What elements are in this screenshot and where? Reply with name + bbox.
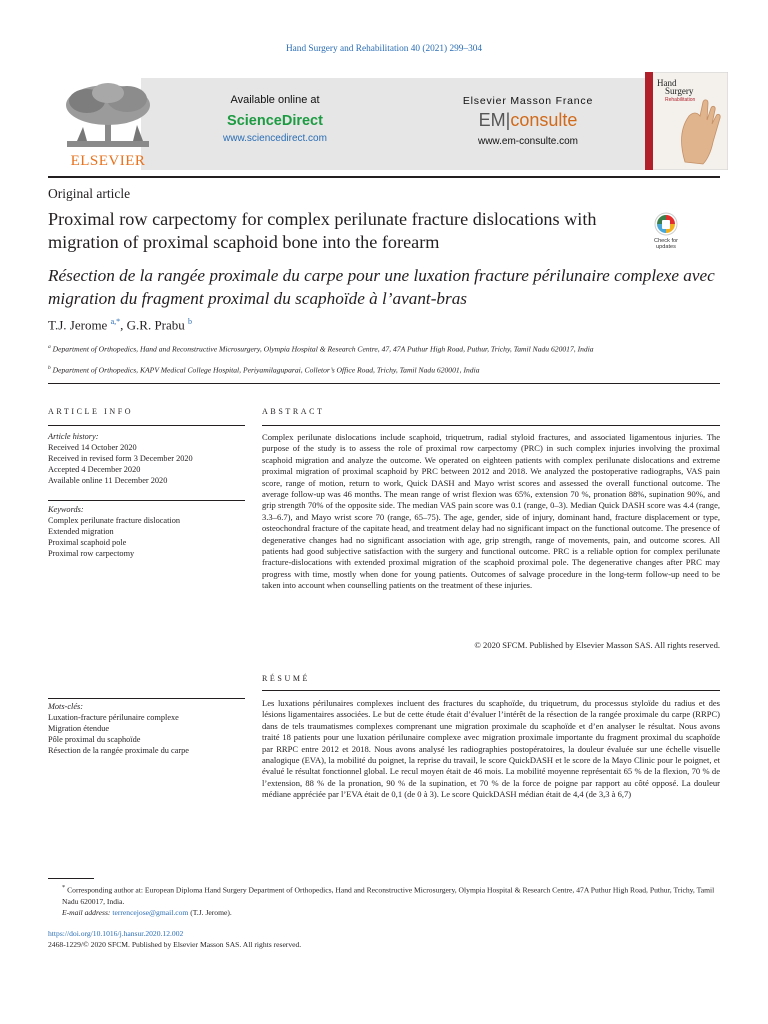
motscles-divider bbox=[48, 698, 245, 699]
sciencedirect-link[interactable]: www.sciencedirect.com bbox=[223, 133, 327, 144]
doi-block bbox=[48, 928, 301, 950]
motscles-label: Mots-clés: bbox=[48, 702, 84, 711]
author-list: T.J. Jerome $^{a,*}$, G.R. Prabu $^b$ bbox=[48, 317, 193, 333]
sciencedirect-block bbox=[170, 72, 380, 164]
affiliation-divider bbox=[48, 383, 720, 384]
author-name[interactable]: G.R. Prabu bbox=[126, 317, 185, 333]
sciencedirect-logo[interactable]: ScienceDirect bbox=[227, 113, 323, 129]
motscle-item: Luxation-fracture périlunaire complexe bbox=[48, 713, 179, 722]
email-link[interactable]: terrencejose@gmail.com bbox=[112, 907, 189, 917]
article-info-heading: ARTICLE INFO bbox=[48, 407, 134, 416]
cover-title-1: Hand bbox=[657, 78, 677, 88]
header-divider bbox=[48, 176, 720, 178]
em-consulte-logo[interactable]: EM|consulte bbox=[478, 110, 578, 130]
em-publisher-label: Elsevier Masson France bbox=[462, 95, 594, 107]
keywords-label: Keywords: bbox=[48, 505, 84, 514]
em-consulte-link[interactable]: www.em-consulte.com bbox=[477, 136, 579, 147]
resume-divider bbox=[262, 690, 720, 691]
abstract-divider bbox=[262, 425, 720, 426]
motscle-item: Pôle proximal du scaphoïde bbox=[48, 735, 141, 744]
keyword-item: Proximal scaphoid pole bbox=[48, 538, 127, 547]
cover-title-2: Surgery bbox=[665, 86, 694, 96]
mots-cles bbox=[48, 701, 248, 756]
abstract-copyright: © 2020 SFCM. Published by Elsevier Masson SAS. All rights reserved. bbox=[474, 640, 720, 650]
em-consulte-block bbox=[423, 72, 633, 164]
abstract-heading: ABSTRACT bbox=[262, 407, 325, 416]
sd-available-label: Available online at bbox=[230, 94, 320, 106]
crossmark-button[interactable] bbox=[646, 212, 686, 256]
history-label: Article history: bbox=[48, 432, 99, 441]
affiliation-item: $^a$ Department of Orthopedics, Hand and Reconstructive Microsurgery, Olympia Hospital & Research Centre, 47, 47A Puthur High Road, Puthur, Trichy, Tamil Nadu 620017, India bbox=[48, 344, 594, 354]
keyword-item: Proximal row carpectomy bbox=[48, 549, 135, 558]
cover-subtitle: Rehabilitation bbox=[665, 97, 696, 103]
abstract-text: Complex perilunate dislocations include scaphoid, triquetrum, radial styloid fractures, and associated ligamentous injuries. The purpose of the study is to assess the role of proximal row carpectomy (PRC) in such complex injuries involving the proximal scaphoid migration and analyze the outcome. We operated on eighteen patients with complex perilunate dislocations and extreme proximal migration of proximal scaphoid by PRC between 2012 and 2018. We analyzed the postoperative radiographs, VAS pain score, range of motion, return to work, Quick DASH and Mayo wrist scores and assessed the overall functional outcome. The average follow-up was 46 months. The mean range of wrist flexion was 65%, extension 70 %, pronation 88%, supination 90%, and grip strength 70% of the opposite side. The median VAS pain score was 0.1 (range, 0–3). Median Quick DASH score was 4.4 (range, 3.3–6.7), and Mayo wrist score 70 (range, 65–75). The age, gender, side of injury, dominant hand, fracture displacement or type, osteochondral fracture of the capitate head, and treatment delay had no significant impact on the functional outcome. The presence of degenerative changes had no significant association with age, grip strength, range of movements, pain, and outcome scores. All patients had good subjective satisfaction with the surgery and functional outcome. PRC is a reliable option for complex perilunate fracture-dislocations with extended proximal migration of the scaphoid proximal pole. The degenerative changes after PRC may progress with time, mostly when done for young patients. Outcomes of salvage procedure in the long-term follow-up need to be taken into account when counselling patients on the treatment of these injuries. bbox=[262, 432, 720, 591]
article-history bbox=[48, 431, 248, 486]
article-type: Original article bbox=[48, 186, 131, 201]
french-title: Résection de la rangée proximale du carpe pour une luxation fracture périlunaire complexe avec migration du fragment proximal du scaphoïde à l’avant-bras bbox=[48, 266, 715, 308]
keywords bbox=[48, 504, 248, 559]
history-item: Received in revised form 3 December 2020 bbox=[48, 454, 193, 463]
author-affiliation-link[interactable]: a,* bbox=[110, 317, 121, 326]
crossmark-icon bbox=[646, 212, 686, 238]
keyword-item: Extended migration bbox=[48, 527, 114, 536]
keywords-divider bbox=[48, 500, 245, 501]
elsevier-wordmark: ELSEVIER bbox=[70, 153, 146, 169]
elsevier-tree-logo[interactable] bbox=[47, 79, 169, 171]
article-title: Proximal row carpectomy for complex perilunate fracture dislocations with migration of proximal scaphoid bone into the forearm bbox=[48, 209, 597, 252]
doi-link[interactable]: https://doi.org/10.1016/j.hansur.2020.12.002 bbox=[48, 929, 184, 938]
journal-cover-image[interactable] bbox=[645, 72, 728, 170]
history-item: Available online 11 December 2020 bbox=[48, 476, 168, 485]
article-info-divider bbox=[48, 425, 245, 426]
footnote-divider bbox=[48, 878, 94, 879]
author-affiliation-link[interactable]: b bbox=[188, 317, 193, 326]
publisher-banner bbox=[40, 72, 728, 170]
resume-heading: RÉSUMÉ bbox=[262, 674, 311, 683]
motscle-item: Migration étendue bbox=[48, 724, 110, 733]
author-name[interactable]: T.J. Jerome bbox=[48, 317, 108, 333]
affiliation-item: $^b$ Department of Orthopedics, KAPV Medical College Hospital, Periyamilaguparai, Colletor’s Office Road, Trichy, Tamil Nadu 620001, India bbox=[48, 365, 480, 375]
corresponding-author-footnote: * Corresponding author at: European Diploma Hand Surgery Department of Orthopedics, Hand and Reconstructive Microsurgery, Olympia Hospital & Research Centre, 47A Puthur High Road, Puthur, Trichy, Tamil Nadu 620017, India. E-mail address: terrencejose@gmail.com (T.J. Jerome). bbox=[62, 884, 715, 917]
em-logo-right: consulte bbox=[510, 110, 578, 130]
em-logo-left: EM bbox=[478, 110, 506, 130]
resume-text: Les luxations périlunaires complexes incluent des fractures du scaphoïde, du triquetrum, du processus styloïde du radius et des lésions ligamentaires associées. Le but de cette étude était d’évaluer l’intérêt de la résection de la rangée proximale du carpe (RRPC) dans de tels traumatismes complexes comprenant une migration proximale du scaphoïde et d’en analyser le résultat. Nous avons traité 18 patients pour une luxation périlunaire complexe avec migration proximale importante du fragment proximal du scaphoïde par RRPC entre 2012 et 2018. Nous avons analysé les radiographies postopératoires, la douleur évaluée sur une échelle visuelle analogique (EVA), la mobilité du poignet, la reprise du travail, le score QuickDASH et le score de la Mayo Clinic pour le poignet, et évalué le résultat fonctionnel global. Le recul moyen était de 46 mois. La mobilité moyenne représentait 65 % de la flexion, 70 % de l’extension, 88 % de la pronation, 90 % de la supination, et 70 % de la force de poigne par rapport au côté opposé. La douleur médiane appréciée par l’EVA était de 0,1 (de 0 à 3). Le score QuickDASH médian était de 4,4 (de 3,3 à 6,7) bbox=[262, 698, 720, 800]
history-item: Accepted 4 December 2020 bbox=[48, 465, 141, 474]
history-item: Received 14 October 2020 bbox=[48, 443, 137, 452]
keyword-item: Complex perilunate fracture dislocation bbox=[48, 516, 181, 525]
crossmark-label: Check for updates bbox=[654, 238, 678, 250]
issn-line: 2468-1229/© 2020 SFCM. Published by Elsevier Masson SAS. All rights reserved. bbox=[48, 940, 302, 949]
motscle-item: Résection de la rangée proximale du carpe bbox=[48, 746, 189, 755]
journal-citation-link[interactable]: Hand Surgery and Rehabilitation 40 (2021) 299–304 bbox=[285, 44, 483, 54]
